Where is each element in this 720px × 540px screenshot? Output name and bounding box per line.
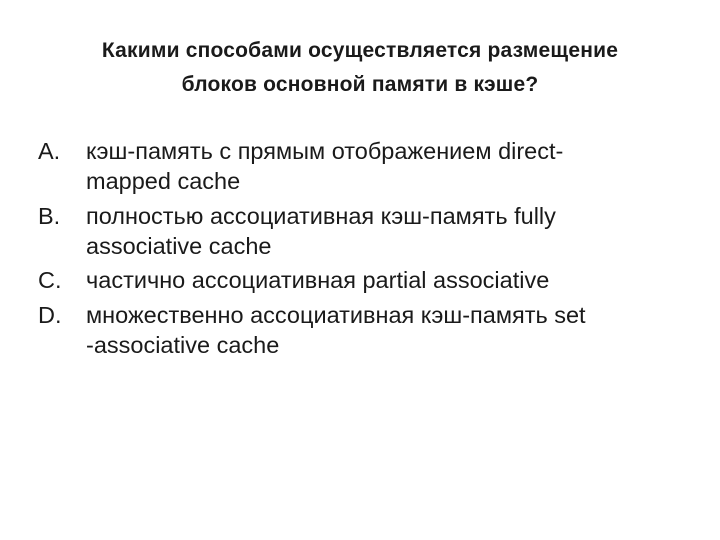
answer-marker: D. [38, 301, 62, 328]
answer-option-a [38, 136, 710, 196]
answer-list [38, 136, 710, 364]
answer-text-line: -associative cache [86, 331, 280, 358]
answer-text-line: частично ассоциативная partial associative [86, 267, 550, 293]
answer-text-line: mapped cache [86, 168, 241, 194]
answer-marker: A. [38, 138, 61, 164]
answer-text-line: associative cache [86, 232, 272, 259]
answer-option-c [38, 265, 710, 295]
answer-marker: C. [38, 267, 62, 293]
answer-text-line: кэш-память с прямым отображением direct- [86, 138, 564, 164]
question-title-line: Какими способами осуществляется размещение [101, 39, 619, 62]
answer-text-line: полностью ассоциативная кэш-память fully [86, 202, 556, 229]
answer-marker: B. [38, 202, 61, 229]
answer-option-b [38, 201, 710, 261]
question-title-line: блоков основной памяти в кэше? [181, 73, 539, 96]
answer-text-line: множественно ассоциативная кэш-память set [86, 301, 586, 328]
question-title [40, 34, 680, 102]
answer-option-d [38, 300, 710, 360]
